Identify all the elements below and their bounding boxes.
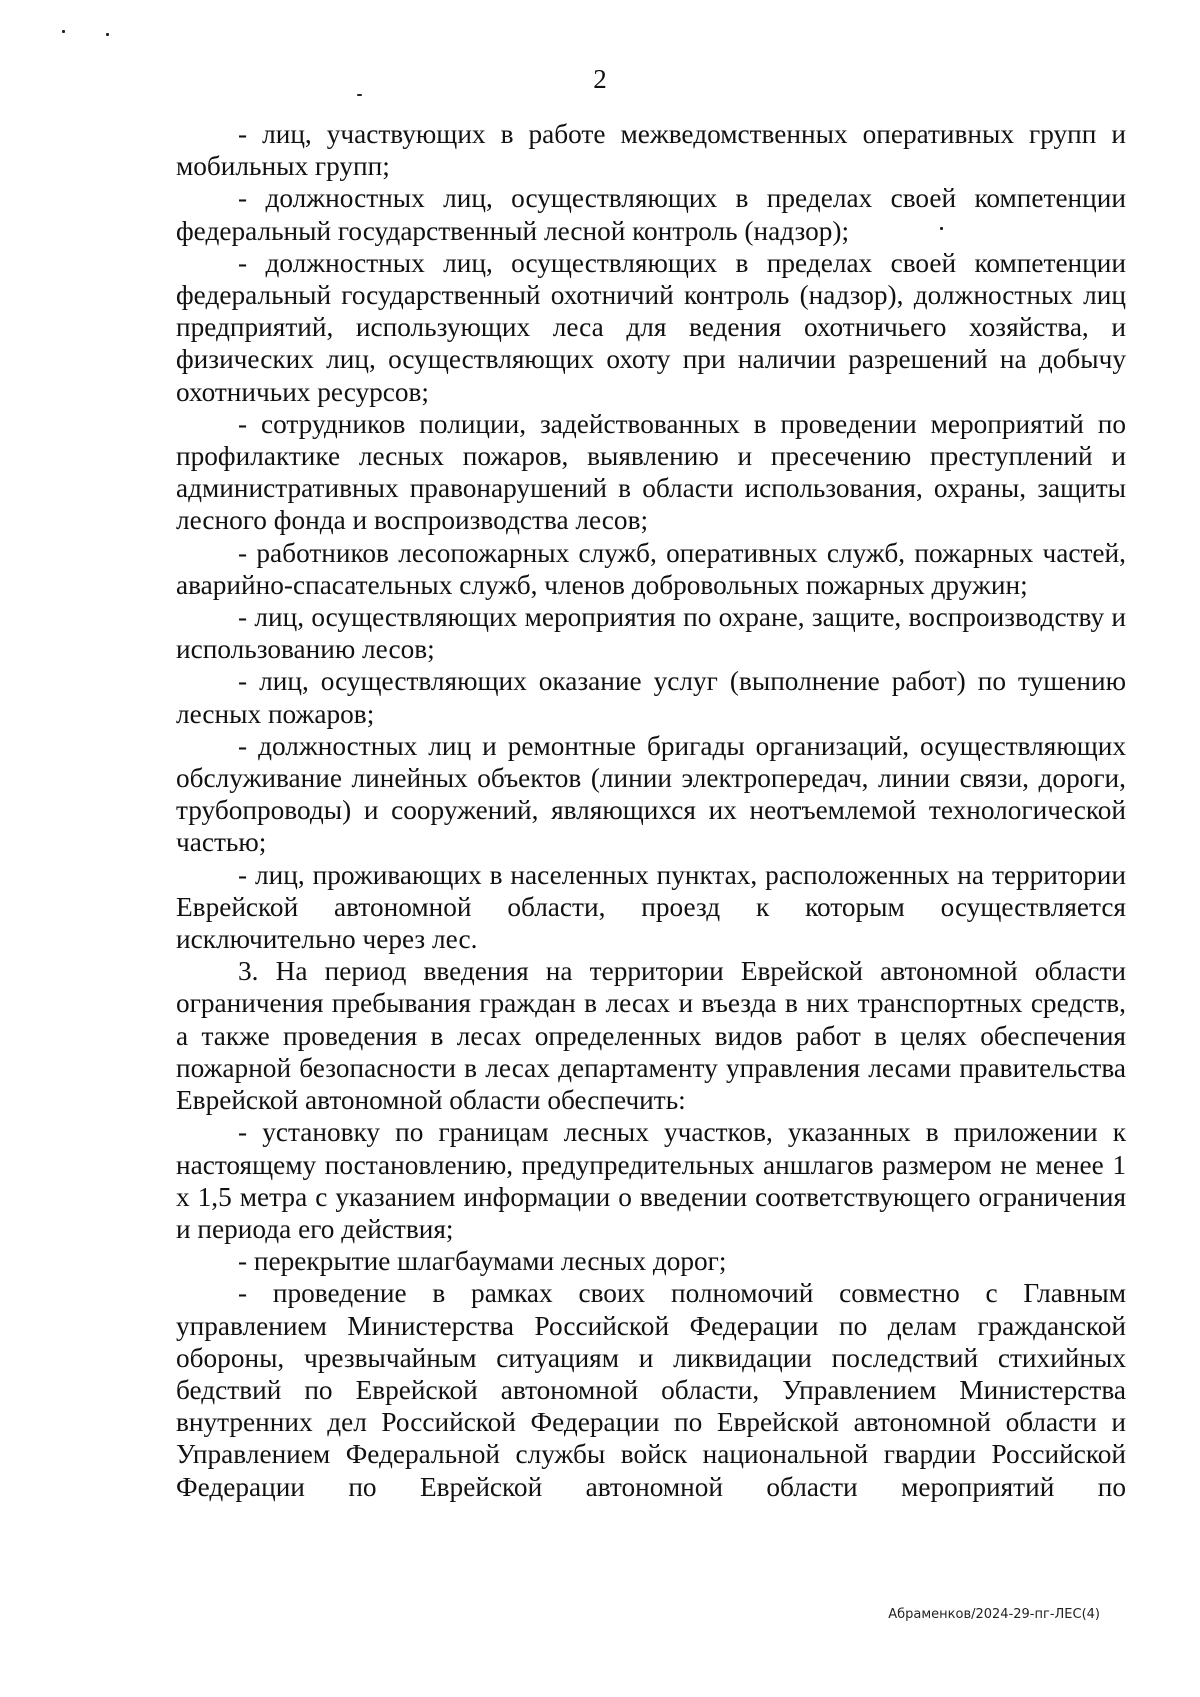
numbered-paragraph: 3. На период введения на территории Еврейской автономной области ограничения пребывания граждан в лесах и въезда в них транспортных средств, а также проведения в лесах определенных видов работ в целях обеспечения пожарной безопасности в лесах департаменту управления лесами правительства Еврейской автономной области обеспечить: [176, 956, 1126, 1116]
document-body [176, 118, 1126, 1503]
list-item: - перекрытие шлагбаумами лесных дорог; [238, 1246, 727, 1277]
page-number: 2 [593, 64, 607, 94]
list-item: - должностных лиц, осуществляющих в пределах своей компетенции федеральный государственный лесной контроль (надзор); [176, 183, 1126, 246]
list-item: - лиц, осуществляющих оказание услуг (выполнение работ) по тушению лесных пожаров; [176, 666, 1126, 729]
list-item: - сотрудников полиции, задействованных в проведении мероприятий по профилактике лесных пожаров, выявлению и пресечению преступлений и административных правонарушений в области использования, охраны, защиты лесного фонда и воспроизводства лесов; [176, 408, 1126, 536]
list-item: - лиц, проживающих в населенных пунктах, расположенных на территории Еврейской автономной области, проезд к которым осуществляется исключительно через лес. [176, 859, 1126, 955]
list-item: - лиц, осуществляющих мероприятия по охране, защите, воспроизводству и использованию лесов; [176, 602, 1126, 665]
list-item: - должностных лиц и ремонтные бригады организаций, осуществляющих обслуживание линейных объектов (линии электропередач, линии связи, дороги, трубопроводы) и сооружений, являющихся их неотъемлемой технологической частью; [176, 730, 1126, 858]
list-item: - установку по границам лесных участков, указанных в приложении к настоящему постановлению, предупредительных аншлагов размером не менее 1 х 1,5 метра с указанием информации о введении соответствующего ограничения и периода его действия; [176, 1117, 1126, 1244]
list-item: - проведение в рамках своих полномочий совместно с Главным управлением Министерства Российской Федерации по делам гражданской обороны, чрезвычайным ситуациям и ликвидации последствий стихийных бедствий по Еврейской автономной области, Управлением Министерства внутренних дел Российской Федерации по Еврейской автономной области и Управлением Федеральной службы войск национальной гвардии Российской Федерации по Еврейской автономной области мероприятий по [176, 1278, 1126, 1502]
list-item: - лиц, участвующих в работе межведомственных оперативных групп и мобильных групп; [176, 119, 1126, 182]
list-item: - должностных лиц, осуществляющих в пределах своей компетенции федеральный государственный охотничий контроль (надзор), должностных лиц предприятий, использующих леса для ведения охотничьего хозяйства, и физических лиц, осуществляющих охоту при наличии разрешений на добычу охотничьих ресурсов; [176, 247, 1126, 407]
scan-speck [357, 94, 362, 96]
scan-speck [106, 33, 109, 36]
list-item: - работников лесопожарных служб, оперативных служб, пожарных частей, аварийно-спасательных служб, членов добровольных пожарных дружин; [176, 537, 1126, 600]
scan-speck [62, 30, 65, 33]
document-footer-code: Абраменков/2024-29-пг-ЛЕС(4) [888, 1607, 1100, 1622]
